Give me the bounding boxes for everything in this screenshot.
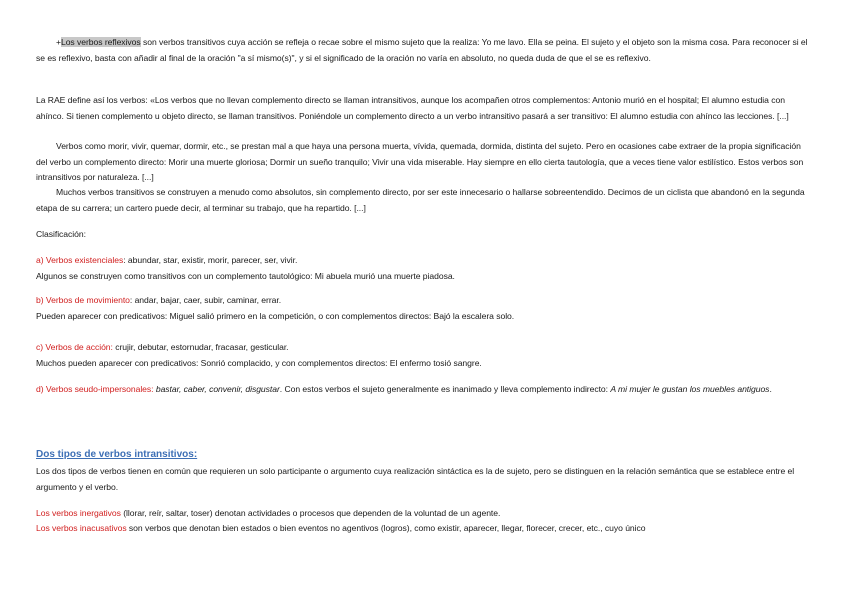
inergativos-text: (llorar, reír, saltar, toser) denotan actividades o procesos que dependen de la voluntad de un agente. — [120, 508, 501, 518]
plus-marker: + — [56, 37, 61, 47]
class-c-text: crujir, debutar, estornudar, fracasar, gesticular. — [112, 342, 289, 352]
class-d-text: . Con estos verbos el sujeto generalmente es inanimado y lleva complemento indirecto: — [279, 384, 611, 394]
paragraph-inacusativos — [36, 521, 814, 537]
class-c-label: c) Verbos de acción: — [36, 342, 113, 352]
inacusativos-text: son verbos que denotan bien estados o bien eventos no agentivos (logros), como existir, aparecer, llegar, florecer, crecer, etc., cuyo único — [126, 523, 646, 533]
class-d-end: . — [769, 384, 772, 394]
class-c-paragraph — [36, 340, 814, 371]
clasificacion-label: Clasificación: — [36, 229, 86, 239]
class-b-label: b) Verbos de movimiento — [36, 295, 130, 305]
paragraph-dos-tipos: Los dos tipos de verbos tienen en común que requieren un solo participante o argumento cuya realización sintáctica es la de sujeto, pero se distinguen en la relación semántica que se establece entre el argumento y el verbo. — [36, 466, 795, 492]
class-a-text: : abundar, star, existir, morir, parecer, ser, vivir. — [123, 255, 298, 265]
paragraph-transitivos-absolutos: Muchos verbos transitivos se construyen a menudo como absolutos, sin complemento directo, por ser este innecesario o hallarse sobreentendido. Decimos de un ciclista que abandonó en la segunda etapa de su carrera; un cartero puede decir, al terminar su trabajo, que ha repartido. [...] — [36, 187, 805, 213]
highlighted-term: Los verbos reflexivos — [60, 37, 141, 47]
paragraph-rae: La RAE define así los verbos: «Los verbos que no llevan complemento directo se llaman intransitivos, aunque los acompañen otros complementos: Antonio murió en el hospital; El alumno estudia con ahínco. Si tienen complemento u objeto directo, se llaman transitivos. Poniéndole un complemento directo a un verbo intransitivo pasará a ser transitivo: El alumno estudia con ahínco las lecciones. [...] — [36, 95, 789, 121]
paragraph-reflexivos — [36, 35, 814, 66]
inergativos-label: Los verbos inergativos — [36, 508, 121, 518]
paragraph-morir-vivir: Verbos como morir, vivir, quemar, dormir, etc., se prestan mal a que haya una persona muerta, vívida, quemada, dormida, distinta del sujeto. Pero en ocasiones cabe extraer de la propia significación del verbo un complemento directo: Morir una muerte gloriosa; Dormir un sueño tranquilo; Vivir una vida miserable. Hay siempre en ello cierta tautología, que a veces tiene valor estilístico. Estos verbos son intransitivos por naturaleza. [...] — [36, 141, 804, 182]
class-a-label: a) Verbos existenciales — [36, 255, 124, 265]
class-b-line2: Pueden aparecer con predicativos: Miguel salió primero en la competición, o con complementos directos: Bajó la escalera solo. — [36, 310, 515, 321]
class-d-label: d) Verbos seudo-impersonales: — [36, 384, 154, 394]
class-b-text: : andar, bajar, caer, subir, caminar, errar. — [129, 295, 282, 305]
class-a-line2: Algunos se construyen como transitivos con un complemento tautológico: Mi abuela murió una muerte piadosa. — [36, 270, 455, 281]
class-d-example: A mi mujer le gustan los muebles antiguos — [610, 384, 770, 394]
class-c-line2: Muchos pueden aparecer con predicativos: Sonrió complacido, y con complementos directos: El enfermo tosió sangre. — [36, 357, 482, 368]
class-d-paragraph — [36, 382, 814, 398]
paragraph-inergativos — [36, 506, 814, 522]
class-d-italic: bastar, caber, convenir, disgustar — [153, 384, 280, 394]
class-a-paragraph — [36, 253, 814, 284]
section-heading: Dos tipos de verbos intransitivos: — [36, 449, 198, 460]
paragraph-text: son verbos transitivos cuya acción se refleja o recae sobre el mismo sujeto que la realiza: Yo me lavo. Ella se peina. El sujeto y el objeto son la misma cosa. Para reconocer si el se es reflexivo, basta con añadir al final de la oración "a sí mismo(s)", y si el significado de la oración no varía en absoluto, no queda duda de que el se es reflexivo. — [36, 37, 808, 63]
inacusativos-label: Los verbos inacusativos — [36, 523, 127, 533]
class-b-paragraph — [36, 293, 814, 324]
